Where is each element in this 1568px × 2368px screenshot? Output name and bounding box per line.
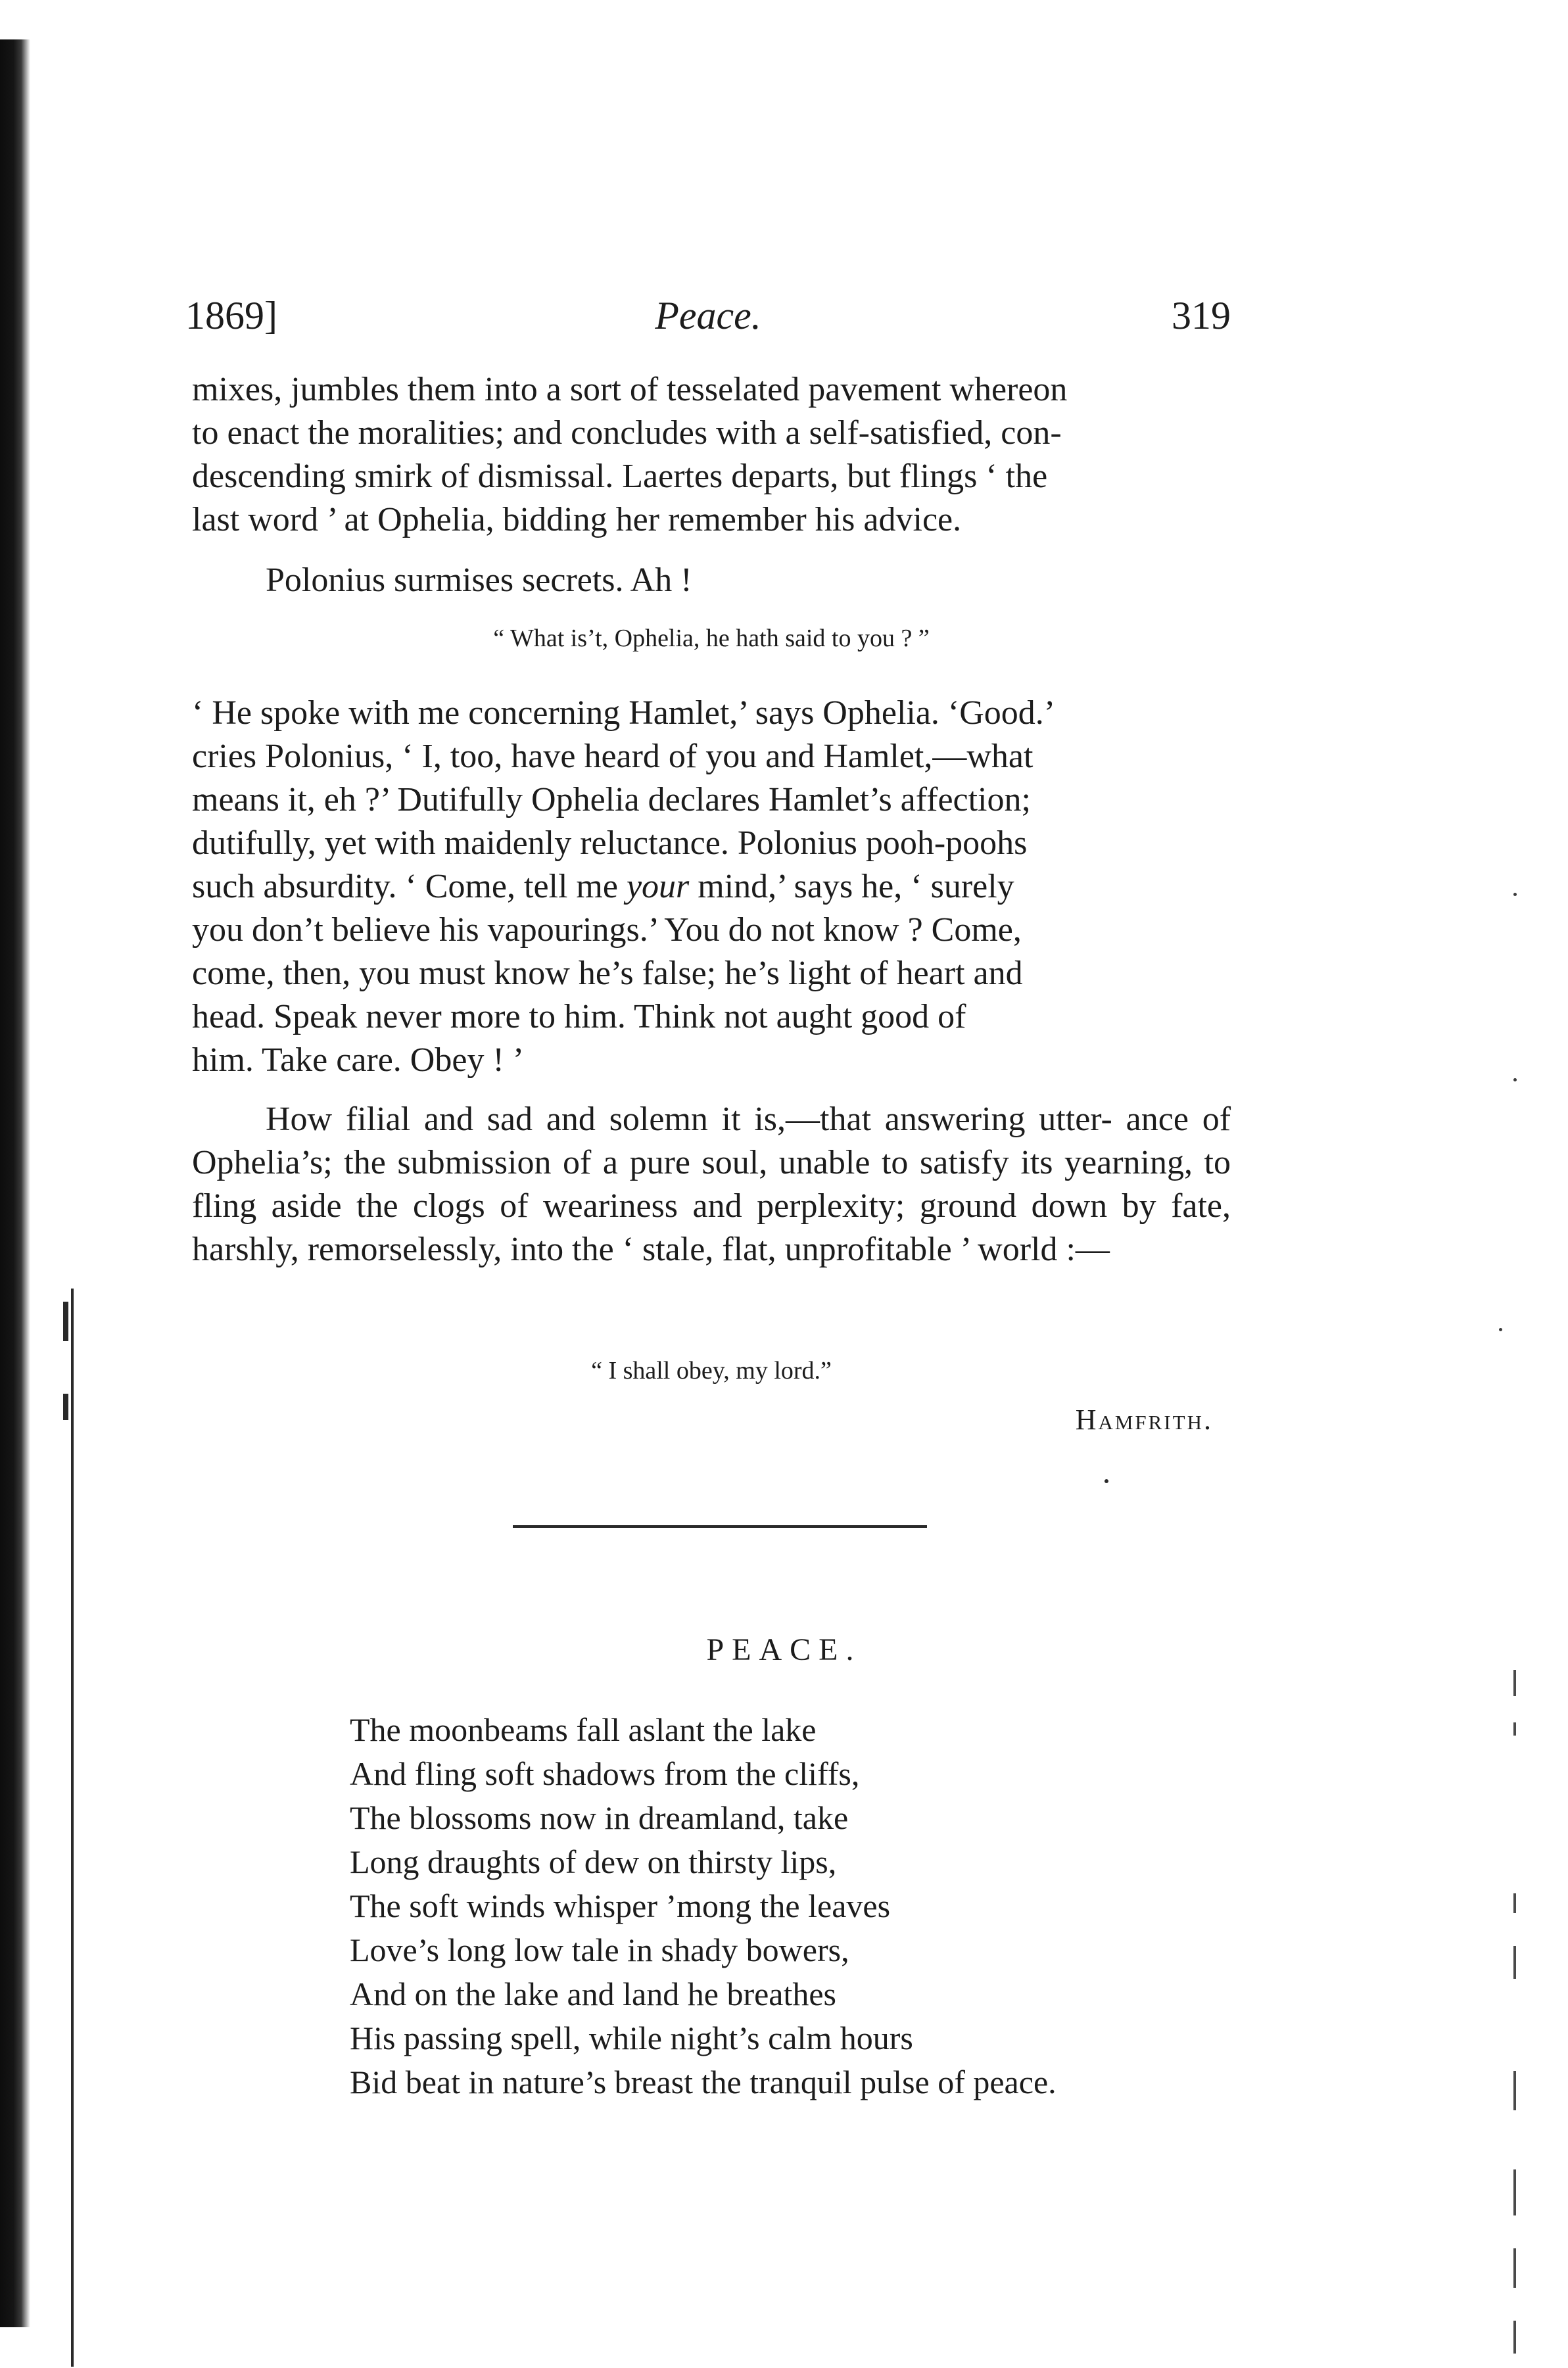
poem-line: Bid beat in nature’s breast the tranquil pulse of peace.: [350, 2064, 1057, 2100]
emphasis-your: your: [626, 868, 690, 905]
poem-line: Long draughts of dew on thirsty lips,: [350, 1843, 837, 1880]
page-binding-line: [71, 1289, 74, 2367]
text-line: last word ’ at Ophelia, bidding her remember his advice.: [192, 501, 962, 538]
stray-mark: [1513, 893, 1517, 896]
text-line: perplexity; ground down by fate, harshly, remorselessly, into the: [192, 1187, 1231, 1268]
author-signature: Hamfrith.: [1075, 1404, 1213, 1436]
text-line: How filial and sad and solemn it is,—that answering utter-: [266, 1101, 1112, 1138]
text-line: him. Take care. Obey ! ’: [192, 1041, 525, 1079]
text-line: to enact the moralities; and concludes with a self-satisfied, con-: [192, 414, 1062, 452]
margin-mark: [1513, 1893, 1516, 1913]
text-line: such absurdity. ‘ Come, tell me your mind,’ says he, ‘ surely: [192, 868, 1014, 905]
text-line: dutifully, yet with maidenly reluctance. Polonius pooh-poohs: [192, 824, 1028, 862]
text-line: ‘ He spoke with me concerning Hamlet,’ says Ophelia. ‘Good.’: [192, 694, 1056, 732]
text-line: cries Polonius, ‘ I, too, have heard of you and Hamlet,—what: [192, 738, 1033, 775]
block-quote-obey: “ I shall obey, my lord.”: [591, 1357, 832, 1385]
paragraph-filial: [192, 1098, 1231, 1271]
header-year: 1869]: [185, 294, 277, 337]
text-line: means it, eh ?’ Dutifully Ophelia declares Hamlet’s affection;: [192, 781, 1031, 818]
text-line: head. Speak never more to him. Think not aught good of: [192, 998, 966, 1035]
poem-line: And fling soft shadows from the cliffs,: [350, 1755, 860, 1792]
poem-title: PEACE.: [706, 1632, 862, 1667]
paragraph-dialogue: [192, 692, 1231, 1082]
margin-mark: [1513, 1670, 1516, 1696]
margin-mark: [1513, 2321, 1516, 2354]
stray-mark: [1499, 1328, 1502, 1331]
poem-line: Love’s long low tale in shady bowers,: [350, 1931, 849, 1968]
text-line: come, then, you must know he’s false; he’s light of heart and: [192, 955, 1023, 992]
page-binding-shadow: [0, 39, 30, 2327]
running-header: [185, 289, 1231, 342]
binding-speck: [63, 1394, 68, 1420]
poem-line: The soft winds whisper ’mong the leaves: [350, 1887, 891, 1924]
header-running-title: Peace.: [655, 294, 761, 337]
poem-line: And on the lake and land he breathes: [350, 1976, 837, 2012]
block-quote-ophelia: “ What is’t, Ophelia, he hath said to you ? ”: [493, 625, 930, 652]
text-line: Polonius surmises secrets. Ah !: [266, 561, 692, 599]
text-line: satisfy its yearning, to fling aside the clogs of weariness and: [192, 1144, 1231, 1225]
poem-line: The blossoms now in dreamland, take: [350, 1799, 849, 1836]
poem-body: [350, 1708, 1057, 2104]
paragraph-polonius-surmises: [192, 559, 1231, 602]
binding-speck: [63, 1302, 68, 1341]
poem-line: The moonbeams fall aslant the lake: [350, 1711, 817, 1748]
margin-mark: [1513, 2071, 1516, 2110]
margin-mark: [1513, 1722, 1516, 1736]
stray-mark: [1105, 1479, 1108, 1483]
text-line: descending smirk of dismissal. Laertes departs, but flings ‘ the: [192, 458, 1048, 495]
paragraph-continuation: [192, 368, 1231, 542]
text-line: ‘ stale, flat, unprofitable ’ world :—: [622, 1231, 1110, 1268]
stray-mark: [1513, 1078, 1517, 1081]
section-divider: [513, 1525, 927, 1528]
text-line: mixes, jumbles them into a sort of tesselated pavement whereon: [192, 371, 1068, 408]
header-page-number: 319: [1172, 294, 1231, 337]
poem-line: His passing spell, while night’s calm hours: [350, 2020, 913, 2056]
margin-mark: [1513, 2169, 1516, 2215]
text-line: you don’t believe his vapourings.’ You do not know ? Come,: [192, 911, 1022, 949]
margin-mark: [1513, 1946, 1516, 1979]
text-line: ance of Ophelia’s; the submission of a pure soul, unable to: [192, 1101, 1231, 1181]
margin-mark: [1513, 2248, 1516, 2288]
